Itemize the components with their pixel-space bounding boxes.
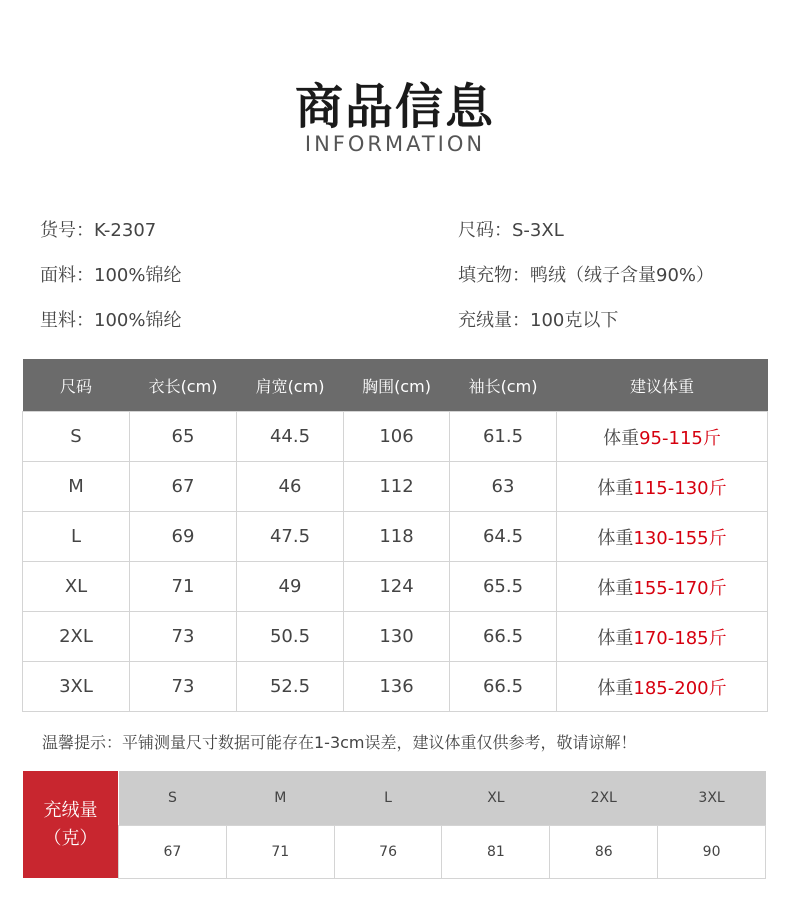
weight-range: 155-170斤 <box>633 577 727 599</box>
fill-size: S <box>119 771 227 826</box>
cell-length: 69 <box>130 512 237 562</box>
fill-size: 3XL <box>658 771 766 826</box>
fill-value: 76 <box>334 826 442 879</box>
cell-weight <box>557 662 768 712</box>
page-title: 商品信息 <box>294 79 495 135</box>
cell-chest: 124 <box>344 562 450 612</box>
cell-sleeve: 61.5 <box>450 412 557 462</box>
size-table <box>22 359 768 712</box>
weight-range: 130-155斤 <box>633 527 727 549</box>
cell-chest: 112 <box>344 462 450 512</box>
info-lining: 里料：100%锦纶 <box>40 310 182 331</box>
cell-length: 67 <box>130 462 237 512</box>
cell-length: 73 <box>130 662 237 712</box>
header-sleeve: 袖长(cm) <box>450 359 557 412</box>
cell-shoulder: 49 <box>237 562 344 612</box>
header-chest: 胸围(cm) <box>344 359 450 412</box>
weight-prefix: 体重 <box>597 677 634 699</box>
fill-table <box>118 771 766 879</box>
weight-range: 185-200斤 <box>633 677 727 699</box>
table-row <box>23 562 768 612</box>
info-sku: 货号：K-2307 <box>40 220 157 241</box>
cell-sleeve: 63 <box>450 462 557 512</box>
cell-length: 71 <box>130 562 237 612</box>
weight-range: 115-130斤 <box>633 477 727 499</box>
cell-sleeve: 66.5 <box>450 662 557 712</box>
header-shoulder: 肩宽(cm) <box>237 359 344 412</box>
fill-label-line1: 充绒量 <box>43 799 98 821</box>
table-row <box>23 512 768 562</box>
table-row <box>23 662 768 712</box>
cell-weight <box>557 562 768 612</box>
table-row <box>23 462 768 512</box>
info-filling: 填充物：鸭绒（绒子含量90%） <box>458 265 715 286</box>
fill-value: 67 <box>119 826 227 879</box>
fill-size: M <box>226 771 334 826</box>
fill-table-header <box>119 771 766 826</box>
header-weight: 建议体重 <box>557 359 768 412</box>
cell-length: 73 <box>130 612 237 662</box>
cell-length: 65 <box>130 412 237 462</box>
cell-size: XL <box>23 562 130 612</box>
cell-shoulder: 44.5 <box>237 412 344 462</box>
weight-prefix: 体重 <box>597 477 634 499</box>
weight-prefix: 体重 <box>603 427 640 449</box>
cell-weight <box>557 412 768 462</box>
cell-size: 2XL <box>23 612 130 662</box>
cell-weight <box>557 512 768 562</box>
cell-chest: 136 <box>344 662 450 712</box>
fill-value: 90 <box>658 826 766 879</box>
weight-range: 95-115斤 <box>639 427 721 449</box>
fill-amount-label <box>23 771 118 878</box>
fill-size: 2XL <box>550 771 658 826</box>
cell-size: M <box>23 462 130 512</box>
info-size-range: 尺码：S-3XL <box>458 220 564 241</box>
measurement-tip: 温馨提示：平铺测量尺寸数据可能存在1-3cm误差，建议体重仅供参考，敬请谅解！ <box>42 733 637 752</box>
fill-value: 81 <box>442 826 550 879</box>
cell-shoulder: 46 <box>237 462 344 512</box>
cell-sleeve: 64.5 <box>450 512 557 562</box>
cell-chest: 118 <box>344 512 450 562</box>
cell-sleeve: 65.5 <box>450 562 557 612</box>
table-row <box>23 612 768 662</box>
fill-value: 86 <box>550 826 658 879</box>
fill-label-line2: （克） <box>43 827 98 849</box>
cell-shoulder: 52.5 <box>237 662 344 712</box>
cell-chest: 106 <box>344 412 450 462</box>
header-length: 衣长(cm) <box>130 359 237 412</box>
cell-size: 3XL <box>23 662 130 712</box>
cell-weight <box>557 462 768 512</box>
fill-value: 71 <box>226 826 334 879</box>
table-row <box>23 412 768 462</box>
weight-range: 170-185斤 <box>633 627 727 649</box>
header-size: 尺码 <box>23 359 130 412</box>
cell-shoulder: 50.5 <box>237 612 344 662</box>
weight-prefix: 体重 <box>597 577 634 599</box>
fill-table-row <box>119 826 766 879</box>
cell-weight <box>557 612 768 662</box>
info-fill-amount: 充绒量：100克以下 <box>458 310 619 331</box>
fill-size: XL <box>442 771 550 826</box>
cell-chest: 130 <box>344 612 450 662</box>
cell-shoulder: 47.5 <box>237 512 344 562</box>
cell-sleeve: 66.5 <box>450 612 557 662</box>
fill-size: L <box>334 771 442 826</box>
cell-size: S <box>23 412 130 462</box>
page-subtitle: INFORMATION <box>304 132 486 156</box>
size-table-header <box>23 359 768 412</box>
weight-prefix: 体重 <box>597 527 634 549</box>
info-fabric: 面料：100%锦纶 <box>40 265 182 286</box>
weight-prefix: 体重 <box>597 627 634 649</box>
cell-size: L <box>23 512 130 562</box>
